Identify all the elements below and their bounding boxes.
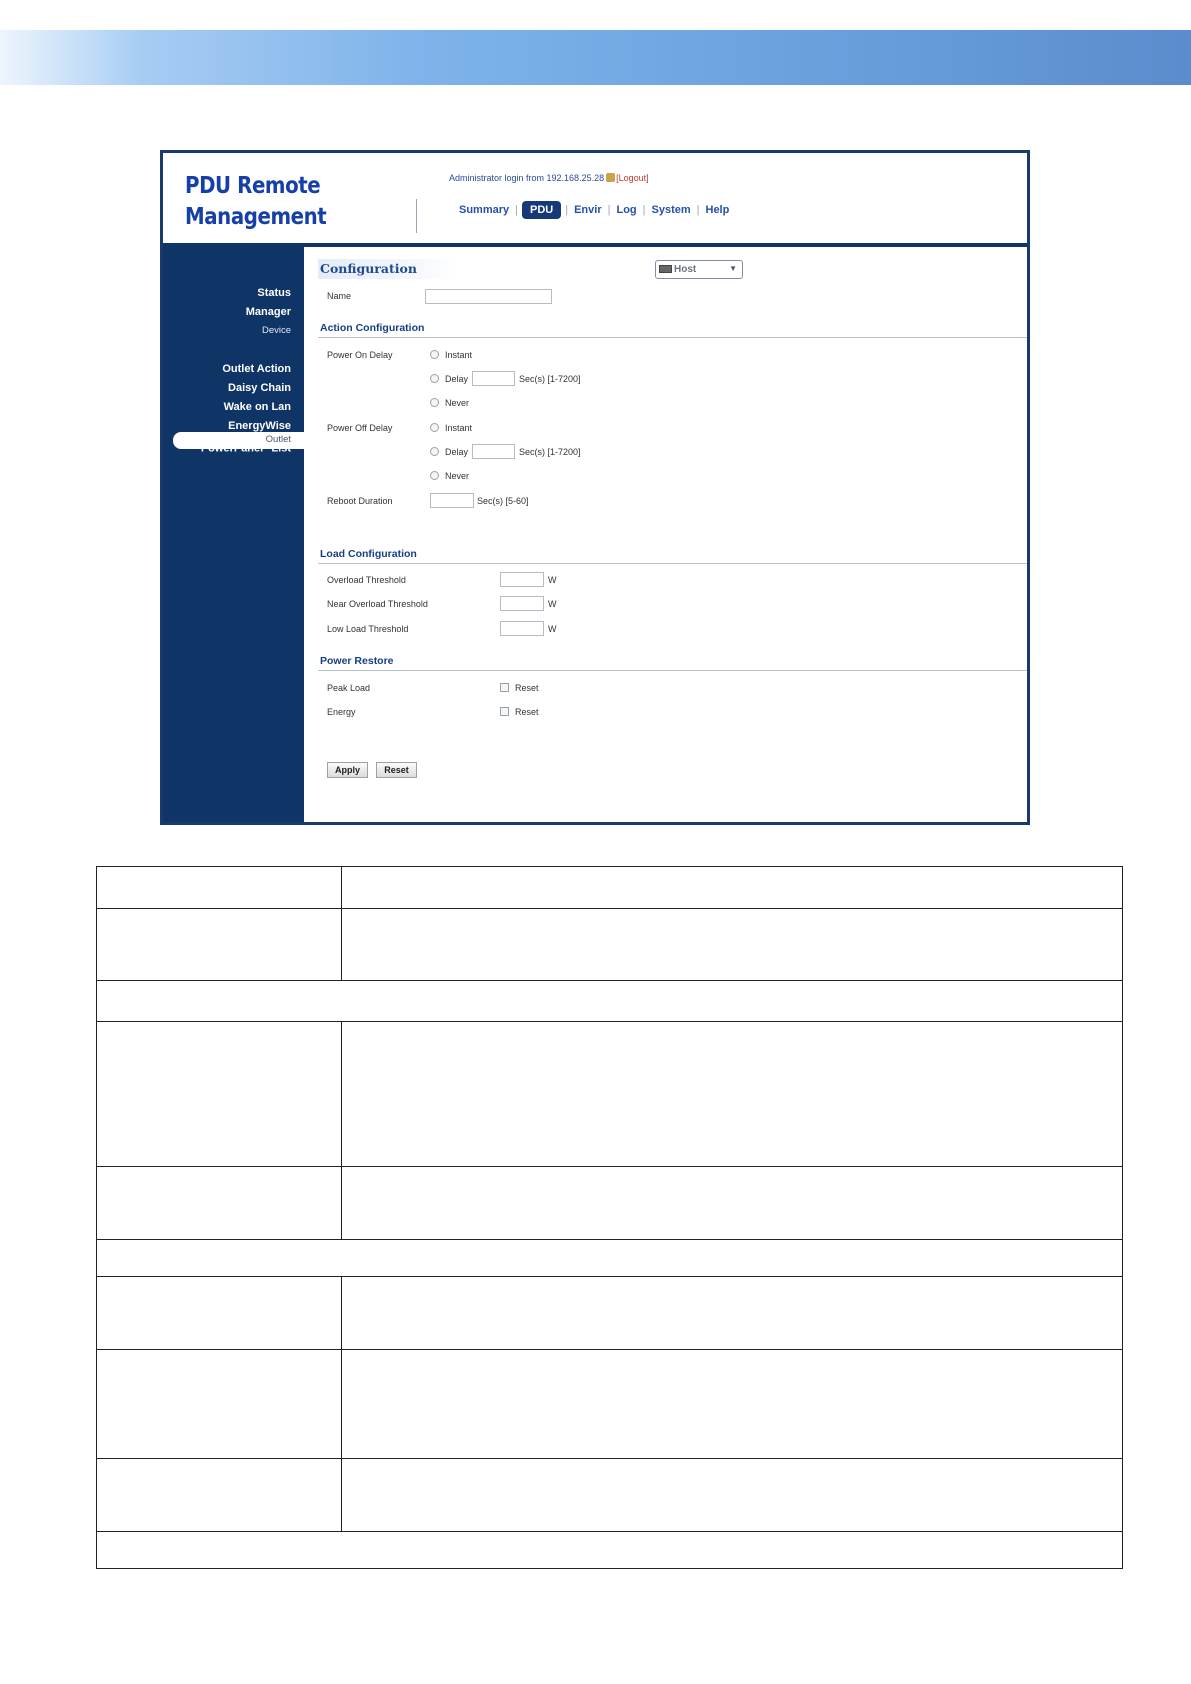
- table-row: [97, 981, 1123, 1022]
- table-cell: [342, 1022, 1123, 1167]
- peak-load-label: Peak Load: [327, 683, 371, 693]
- sidebar-item-wake-on-lan[interactable]: Wake on Lan: [223, 401, 291, 413]
- reboot-duration-range: Sec(s) [5-60]: [477, 496, 529, 506]
- configuration-panel: [304, 247, 1027, 822]
- power-off-delay-range: Sec(s) [1-7200]: [519, 447, 581, 457]
- power-off-delay-option-label: Delay: [445, 447, 469, 457]
- section-divider: [318, 670, 1027, 671]
- table-row: [97, 1022, 1123, 1167]
- power-off-instant-label: Instant: [445, 423, 473, 433]
- nav-separator: |: [696, 204, 700, 216]
- table-cell: [97, 1277, 342, 1350]
- table-row: [97, 1277, 1123, 1350]
- action-configuration-heading: Action Configuration: [320, 322, 425, 334]
- energy-reset-checkbox[interactable]: [500, 707, 509, 716]
- nav-separator: |: [565, 204, 569, 216]
- overload-unit: W: [548, 575, 557, 585]
- description-table: [96, 866, 1123, 1569]
- sidebar-item-outlet-label: Outlet: [265, 434, 291, 445]
- table-cell: [342, 1459, 1123, 1532]
- pdu-web-ui-screenshot: [160, 150, 1030, 825]
- keyboard-icon: [659, 265, 672, 273]
- logo-line-1: PDU Remote: [185, 173, 321, 199]
- load-configuration-heading: Load Configuration: [320, 548, 417, 560]
- table-cell: [97, 981, 1123, 1022]
- sidebar: [163, 247, 304, 822]
- power-on-delay-range: Sec(s) [1-7200]: [519, 374, 581, 384]
- overload-threshold-input[interactable]: [500, 572, 544, 587]
- table-row: [97, 1240, 1123, 1277]
- sidebar-item-device[interactable]: Device: [261, 325, 291, 336]
- power-restore-heading: Power Restore: [320, 655, 394, 667]
- power-on-delay-input[interactable]: [472, 371, 515, 386]
- reset-button[interactable]: Reset: [376, 762, 417, 778]
- nav-separator: |: [642, 204, 646, 216]
- peak-load-reset-checkbox[interactable]: [500, 683, 509, 692]
- nav-pdu[interactable]: PDU: [522, 201, 561, 219]
- ui-header: [163, 153, 1027, 247]
- table-cell: [342, 867, 1123, 909]
- low-load-threshold-label: Low Load Threshold: [327, 624, 409, 634]
- power-off-delay-input[interactable]: [472, 444, 515, 459]
- page-title: Configuration: [318, 259, 458, 279]
- table-row: [97, 1532, 1123, 1569]
- nav-system[interactable]: System: [651, 204, 691, 216]
- host-select-value: Host: [674, 264, 697, 275]
- table-row: [97, 909, 1123, 981]
- page-banner: [0, 30, 1191, 85]
- table-cell: [97, 1240, 1123, 1277]
- nav-log[interactable]: Log: [616, 204, 637, 216]
- power-on-never-label: Never: [445, 398, 470, 408]
- low-load-unit: W: [548, 624, 557, 634]
- power-on-never-radio[interactable]: [430, 398, 439, 407]
- table-cell: [342, 909, 1123, 981]
- sidebar-item-status[interactable]: Status: [257, 287, 291, 299]
- chevron-down-icon: ▼: [729, 264, 737, 273]
- table-row: [97, 1459, 1123, 1532]
- power-on-delay-radio[interactable]: [430, 374, 439, 383]
- power-off-never-radio[interactable]: [430, 471, 439, 480]
- nav-separator: |: [515, 204, 518, 216]
- energy-label: Energy: [327, 707, 356, 717]
- power-on-instant-label: Instant: [445, 350, 473, 360]
- low-load-threshold-input[interactable]: [500, 621, 544, 636]
- login-info: [449, 173, 649, 183]
- near-overload-threshold-label: Near Overload Threshold: [327, 599, 428, 609]
- power-off-never-label: Never: [445, 471, 470, 481]
- login-text: Administrator login from 192.168.25.28: [449, 173, 605, 183]
- section-divider: [318, 337, 1027, 338]
- sidebar-item-manager[interactable]: Manager: [245, 306, 291, 318]
- energy-reset-label: Reset: [515, 707, 539, 717]
- table-row: [97, 1167, 1123, 1240]
- power-off-delay-radio[interactable]: [430, 447, 439, 456]
- table-cell: [97, 867, 342, 909]
- power-on-delay-label: Power On Delay: [327, 350, 393, 360]
- reboot-duration-input[interactable]: [430, 493, 474, 508]
- app-logo: [185, 171, 326, 233]
- power-off-delay-label: Power Off Delay: [327, 423, 393, 433]
- overload-threshold-label: Overload Threshold: [327, 575, 406, 585]
- table-cell: [97, 909, 342, 981]
- name-label: Name: [327, 291, 352, 301]
- host-select[interactable]: [655, 260, 743, 279]
- nav-help[interactable]: Help: [705, 204, 730, 216]
- lock-icon: [606, 173, 615, 182]
- sidebar-item-energywise[interactable]: EnergyWise: [228, 420, 291, 432]
- powerpanel-suffix: List: [268, 442, 291, 455]
- powerpanel-label: PowerPanel: [200, 442, 264, 455]
- top-navigation: [453, 201, 735, 219]
- table-cell: [97, 1167, 342, 1240]
- near-overload-threshold-input[interactable]: [500, 596, 544, 611]
- registered-mark: ®: [263, 442, 269, 449]
- near-overload-unit: W: [548, 599, 557, 609]
- sidebar-item-daisy-chain[interactable]: Daisy Chain: [228, 382, 291, 394]
- nav-envir[interactable]: Envir: [574, 204, 602, 216]
- table-cell: [342, 1167, 1123, 1240]
- table-cell: [342, 1350, 1123, 1459]
- table-cell: [97, 1350, 342, 1459]
- nav-separator: |: [607, 204, 611, 216]
- table-cell: [97, 1459, 342, 1532]
- power-off-instant-radio[interactable]: [430, 423, 439, 432]
- table-row: [97, 867, 1123, 909]
- logo-line-2: Management: [185, 204, 327, 230]
- table-row: [97, 1350, 1123, 1459]
- power-on-delay-option-label: Delay: [445, 374, 469, 384]
- logout-link[interactable]: [Logout]: [616, 173, 649, 183]
- name-input[interactable]: [425, 289, 552, 304]
- nav-summary[interactable]: Summary: [459, 204, 510, 216]
- peak-load-reset-label: Reset: [515, 683, 539, 693]
- table-cell: [342, 1277, 1123, 1350]
- table-cell: [97, 1022, 342, 1167]
- header-divider: [416, 199, 417, 233]
- section-divider: [318, 563, 1027, 564]
- table-cell: [97, 1532, 1123, 1569]
- apply-button[interactable]: Apply: [327, 762, 368, 778]
- reboot-duration-label: Reboot Duration: [327, 496, 393, 506]
- sidebar-item-powerpanel-list[interactable]: [201, 442, 291, 455]
- sidebar-item-outlet-action[interactable]: Outlet Action: [222, 363, 291, 375]
- power-on-instant-radio[interactable]: [430, 350, 439, 359]
